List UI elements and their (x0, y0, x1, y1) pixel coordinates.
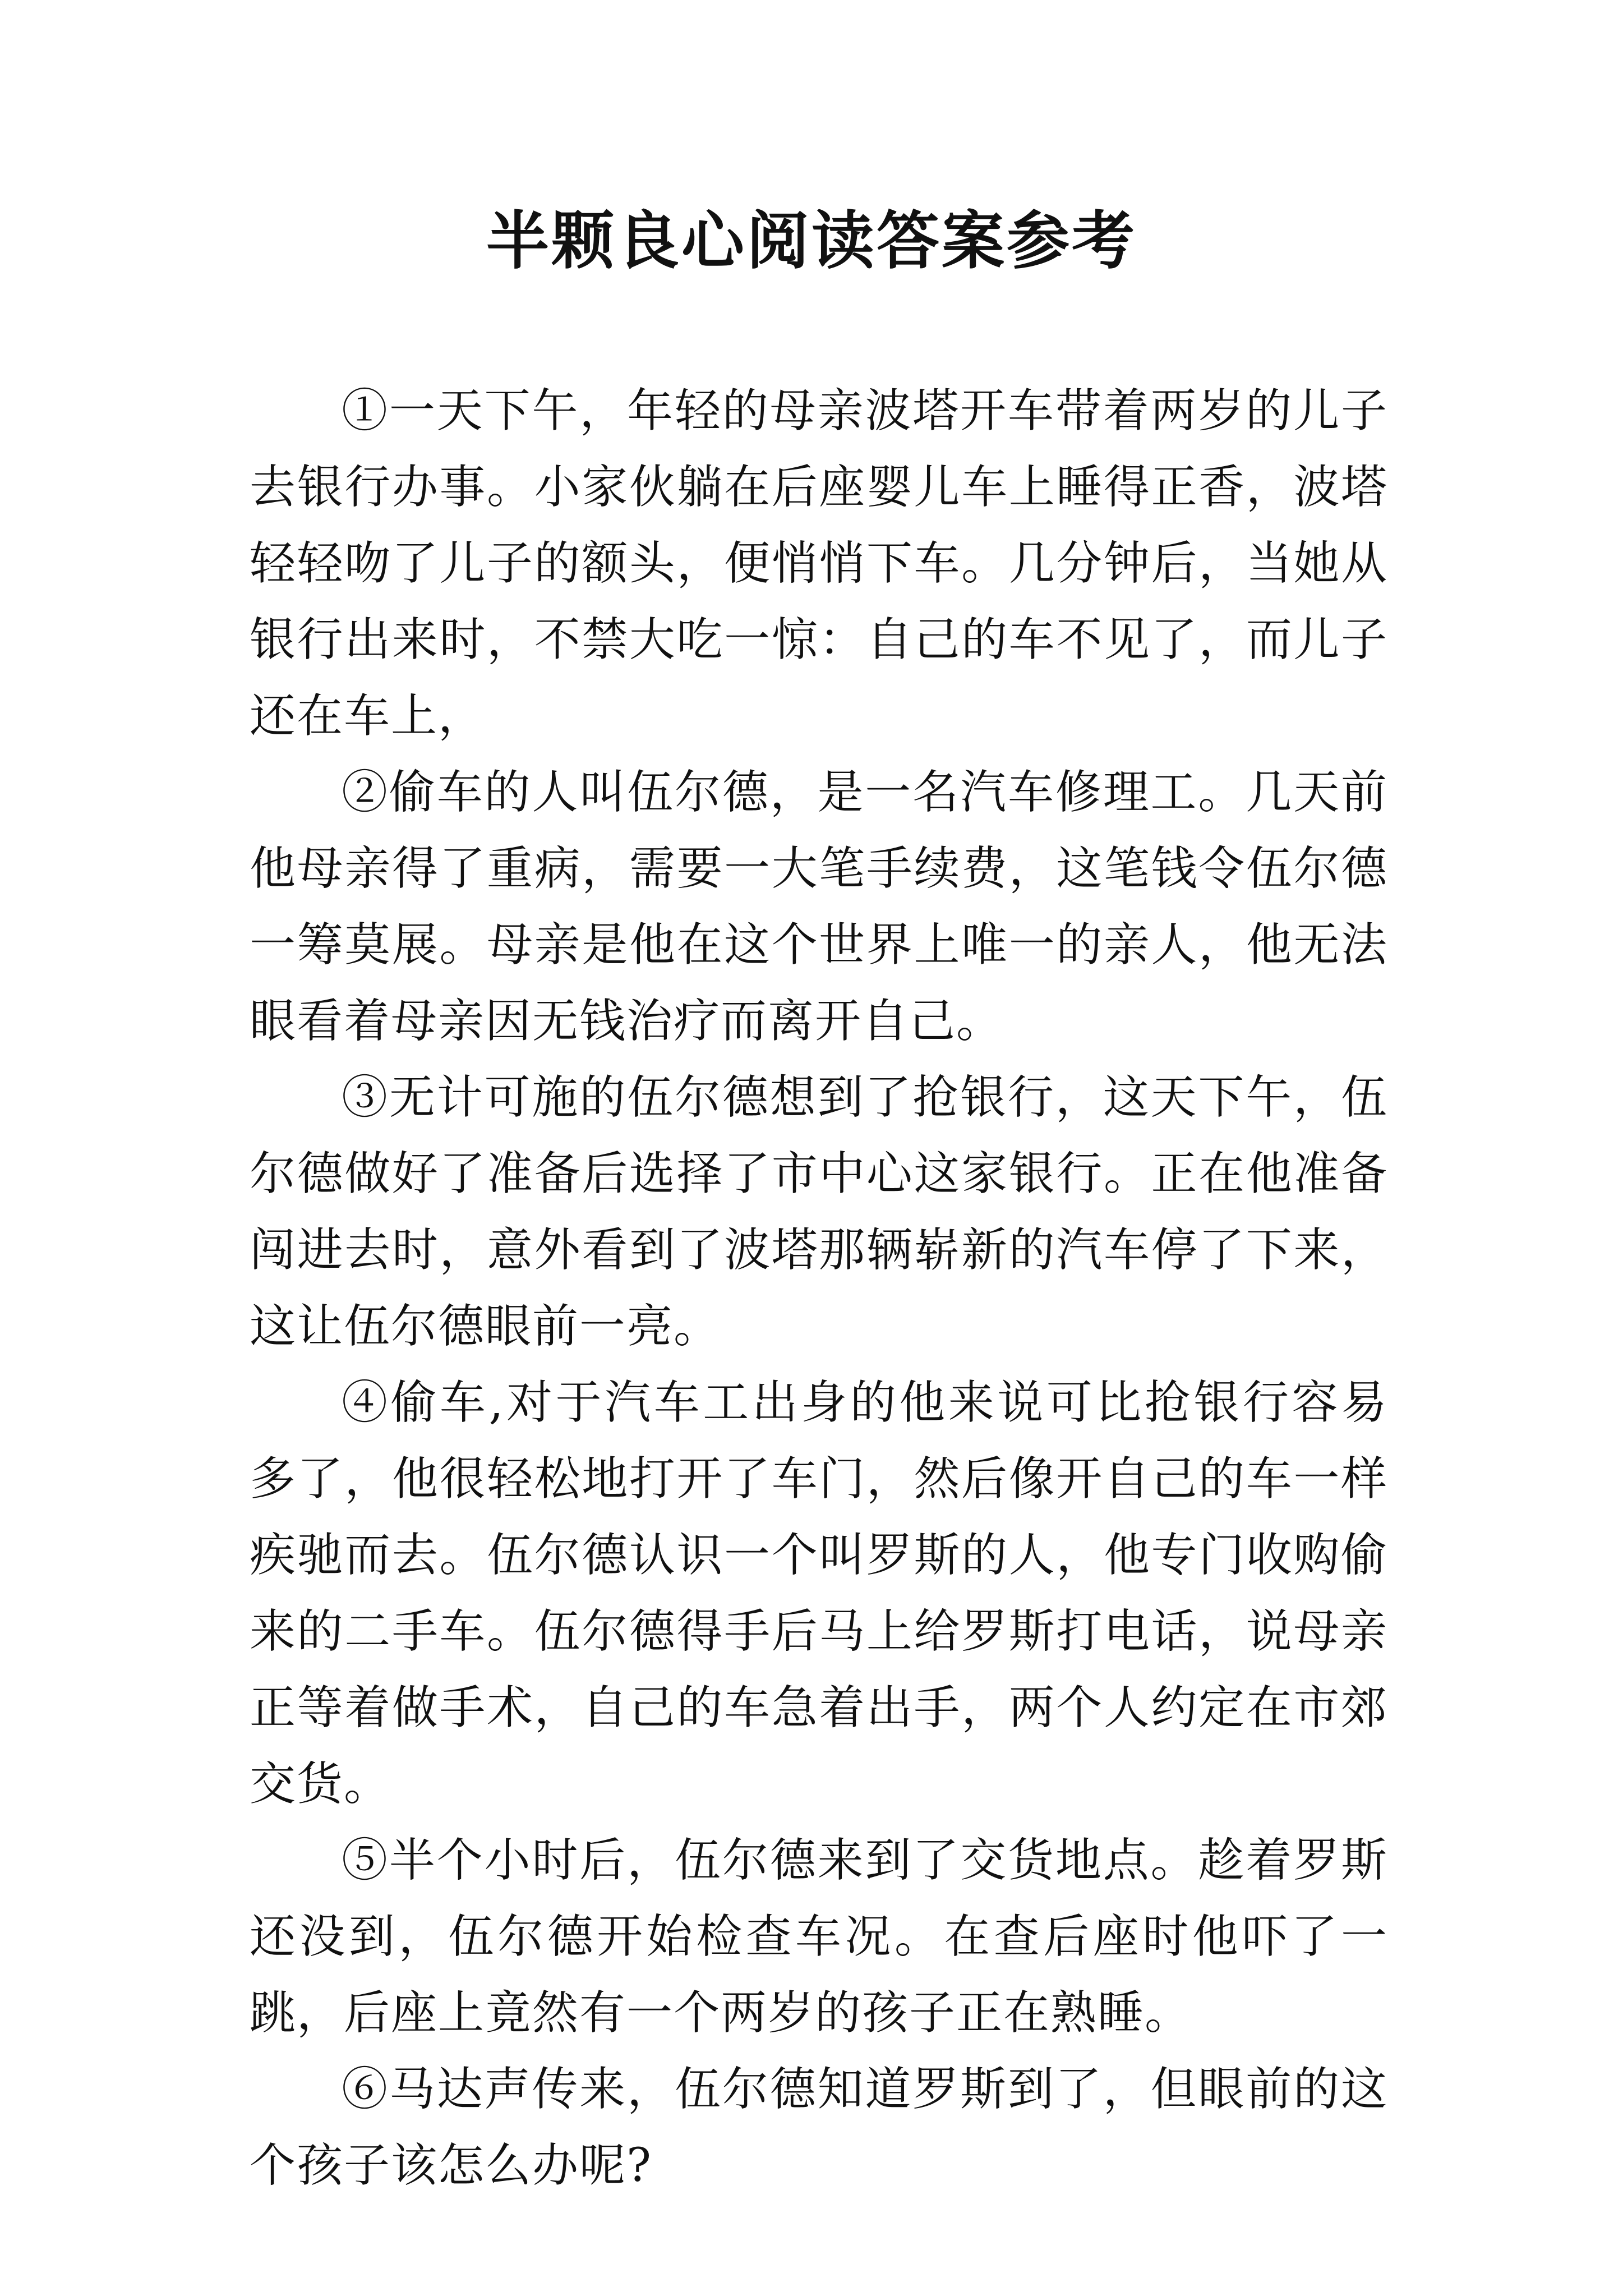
paragraph-4: ④偷车,对于汽车工出身的他来说可比抢银行容易多了，他很轻松地打开了车门，然后像开自己的车一样疾驰而去。伍尔德认识一个叫罗斯的人，他专门收购偷来的二手车。伍尔德得手后马上给罗斯打电话，说母亲正等着做手术，自己的车急着出手，两个人约定在市郊交货。 (250, 1376, 1388, 1811)
paragraph-5: ⑤半个小时后，伍尔德来到了交货地点。趁着罗斯还没到，伍尔德开始检查车况。在查后座时他吓了一跳，后座上竟然有一个两岁的孩子正在熟睡。 (250, 1834, 1388, 2040)
document-body (250, 373, 1388, 2204)
paragraph-2: ②偷车的人叫伍尔德，是一名汽车修理工。几天前他母亲得了重病，需要一大笔手续费，这笔钱令伍尔德一筹莫展。母亲是他在这个世界上唯一的亲人，他无法眼看着母亲因无钱治疗而离开自己。 (250, 766, 1388, 1048)
paragraph-6: ⑥马达声传来，伍尔德知道罗斯到了，但眼前的这个孩子该怎么办呢? (250, 2063, 1388, 2192)
paragraph-3: ③无计可施的伍尔德想到了抢银行，这天下午，伍尔德做好了准备后选择了市中心这家银行。正在他准备闯进去时，意外看到了波塔那辆崭新的汽车停了下来，这让伍尔德眼前一亮。 (250, 1071, 1388, 1353)
paragraph-1: ①一天下午，年轻的母亲波塔开车带着两岁的儿子去银行办事。小家伙躺在后座婴儿车上睡得正香，波塔轻轻吻了儿子的额头，便悄悄下车。几分钟后，当她从银行出来时，不禁大吃一惊：自己的车不见了，而儿子还在车上， (250, 384, 1388, 743)
document-title: 半颗良心阅读答案参考 (486, 204, 1137, 278)
